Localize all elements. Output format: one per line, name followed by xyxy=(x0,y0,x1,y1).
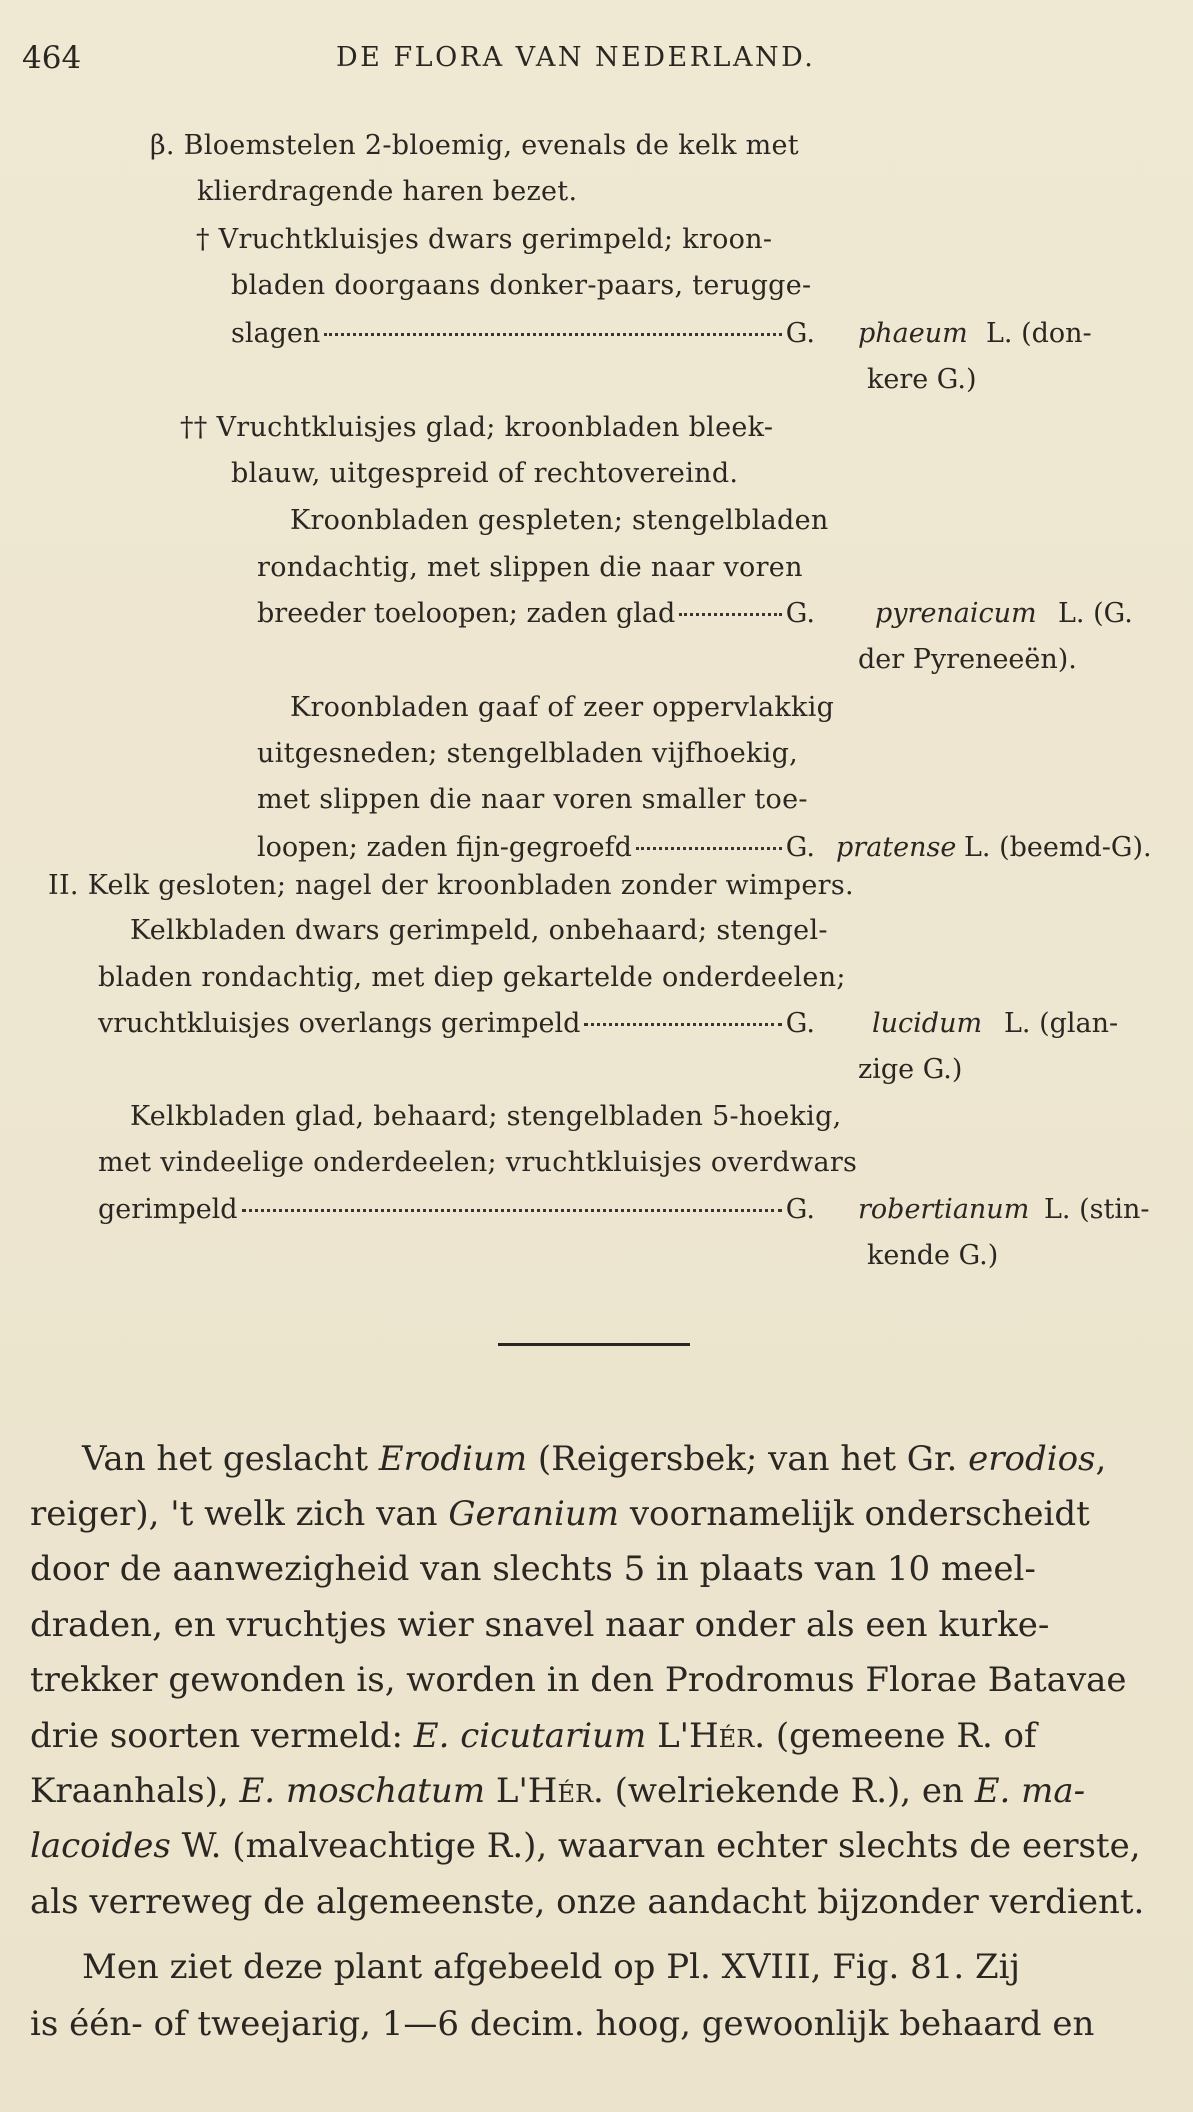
dot-leader xyxy=(679,613,781,616)
key-luc-line-3 xyxy=(98,1006,815,1042)
section-divider xyxy=(498,1343,690,1346)
key-prat-line-3: met slippen die naar voren smaller toe- xyxy=(257,784,808,815)
species-phaeum-author: L. (don- xyxy=(986,318,1092,349)
key-dagger-line-2: bladen doorgaans donker-paars, terugge- xyxy=(231,270,812,301)
species-epithet: pratense xyxy=(836,832,957,863)
species-phaeum-common: kere G.) xyxy=(867,364,977,395)
text: drie soorten vermeld: xyxy=(30,1716,414,1756)
running-title: DE FLORA VAN NEDERLAND. xyxy=(336,42,816,73)
species-lucidum-common: zige G.) xyxy=(858,1054,963,1085)
dot-leader xyxy=(242,1209,782,1212)
key-prat-line-1: Kroonbladen gaaf of zeer oppervlakkig xyxy=(290,692,835,723)
para-1-line-8 xyxy=(30,1823,1141,1869)
para-1-line-5: trekker gewonden is, worden in den Prodromus Florae Batavae xyxy=(30,1660,1127,1700)
key-dagger-line-3 xyxy=(231,316,815,352)
species-pyrenaicum-author: L. (G. xyxy=(1058,598,1133,629)
greek-word: erodios xyxy=(968,1439,1096,1479)
para-2-line-1: Men ziet deze plant afgebeeld op Pl. XVIII, Fig. 81. Zij xyxy=(82,1947,1021,1987)
genus-abbrev: G. xyxy=(785,1008,815,1039)
genus-abbrev: G. xyxy=(785,1194,815,1225)
species-name: E. cicutarium xyxy=(413,1716,647,1756)
species-lucidum-author: L. (glan- xyxy=(1004,1008,1119,1039)
species-pyrenaicum-common: der Pyreneeën). xyxy=(858,644,1077,675)
species-epithet: lucidum xyxy=(872,1008,983,1039)
key-rob-line-1: Kelkbladen glad, behaard; stengelbladen 5-hoekig, xyxy=(130,1101,842,1132)
genus-name: Erodium xyxy=(378,1439,528,1479)
para-1-line-7 xyxy=(30,1768,1085,1814)
leader-text: slagen xyxy=(231,318,321,349)
text: voornamelijk onderscheidt xyxy=(619,1494,1090,1534)
dot-leader xyxy=(584,1023,781,1026)
key-ddagger-line-2: blauw, uitgespreid of rechtovereind. xyxy=(231,458,739,489)
text: (welriekende R.), en xyxy=(603,1771,975,1811)
text: reiger), 't welk zich van xyxy=(30,1494,449,1534)
key-pyr-line-2: rondachtig, met slippen die naar voren xyxy=(257,552,803,583)
para-1-line-6 xyxy=(30,1713,1037,1759)
key-ddagger-line-1: †† Vruchtkluisjes glad; kroonbladen bleek- xyxy=(180,412,774,443)
species-name: lacoides xyxy=(30,1826,171,1866)
key-rob-line-3 xyxy=(98,1192,815,1228)
key-rob-line-2: met vindeelige onderdeelen; vruchtkluisjes overdwars xyxy=(98,1147,858,1178)
key-luc-line-2: bladen rondachtig, met diep gekartelde onderdeelen; xyxy=(98,962,846,993)
species-pyrenaicum xyxy=(875,596,1037,632)
dot-leader xyxy=(324,333,782,336)
genus-abbrev: G. xyxy=(785,318,815,349)
text: Van het geslacht xyxy=(82,1439,379,1479)
species-robertianum-common: kende G.) xyxy=(867,1240,999,1271)
key-II-line-1: II. Kelk gesloten; nagel der kroonbladen zonder wimpers. xyxy=(48,870,854,901)
genus-abbrev: G. xyxy=(785,832,815,863)
para-1-line-3: door de aanwezigheid van slechts 5 in plaats van 10 meel- xyxy=(30,1549,1036,1589)
key-pyr-line-3 xyxy=(257,596,815,632)
key-prat-line-2: uitgesneden; stengelbladen vijfhoekig, xyxy=(257,738,799,769)
species-pratense xyxy=(836,830,956,866)
leader-text: loopen; zaden fijn-gegroefd xyxy=(257,832,632,863)
species-name: E. ma- xyxy=(974,1771,1086,1811)
key-beta-line-1: β. Bloemstelen 2-bloemig, evenals de kelk met xyxy=(150,130,799,161)
leader-text: breeder toeloopen; zaden glad xyxy=(257,598,676,629)
key-beta-line-2: klierdragende haren bezet. xyxy=(197,176,578,207)
species-epithet: pyrenaicum xyxy=(875,598,1037,629)
species-pratense-author: L. (beemd-G). xyxy=(964,832,1152,863)
para-1-line-4: draden, en vruchtjes wier snavel naar onder als een kurke- xyxy=(30,1605,1050,1645)
text: (gemeene R. of xyxy=(765,1716,1037,1756)
para-1-line-2 xyxy=(30,1491,1090,1537)
para-1-line-9: als verreweg de algemeenste, onze aandacht bijzonder verdient. xyxy=(30,1882,1145,1922)
key-prat-line-4 xyxy=(257,830,815,866)
key-pyr-line-1: Kroonbladen gespleten; stengelbladen xyxy=(290,505,829,536)
species-name: E. moschatum xyxy=(239,1771,486,1811)
genus-abbrev: G. xyxy=(785,598,815,629)
text: W. (malveachtige R.), waarvan echter slechts de eerste, xyxy=(170,1826,1141,1866)
species-epithet: phaeum xyxy=(858,318,968,349)
species-robertianum xyxy=(858,1192,1029,1228)
species-robertianum-author: L. (stin- xyxy=(1044,1194,1150,1225)
author: L'Hér. xyxy=(485,1771,604,1811)
genus-name: Geranium xyxy=(448,1494,620,1534)
leader-text: gerimpeld xyxy=(98,1194,238,1225)
page-number: 464 xyxy=(22,40,82,76)
species-lucidum xyxy=(872,1006,982,1042)
species-phaeum xyxy=(858,316,968,352)
text: (Reigersbek; van het Gr. xyxy=(527,1439,969,1479)
species-epithet: robertianum xyxy=(858,1194,1030,1225)
para-1-line-1 xyxy=(82,1436,1106,1482)
key-luc-line-1: Kelkbladen dwars gerimpeld, onbehaard; stengel- xyxy=(130,915,828,946)
dot-leader xyxy=(636,847,782,850)
para-2-line-2: is één- of tweejarig, 1—6 decim. hoog, gewoonlijk behaard en xyxy=(30,2004,1095,2044)
leader-text: vruchtkluisjes overlangs gerimpeld xyxy=(98,1008,581,1039)
key-dagger-line-1: † Vruchtkluisjes dwars gerimpeld; kroon- xyxy=(196,224,773,255)
text: , xyxy=(1095,1439,1107,1479)
text: Kraanhals), xyxy=(30,1771,240,1811)
author: L'Hér. xyxy=(646,1716,766,1756)
